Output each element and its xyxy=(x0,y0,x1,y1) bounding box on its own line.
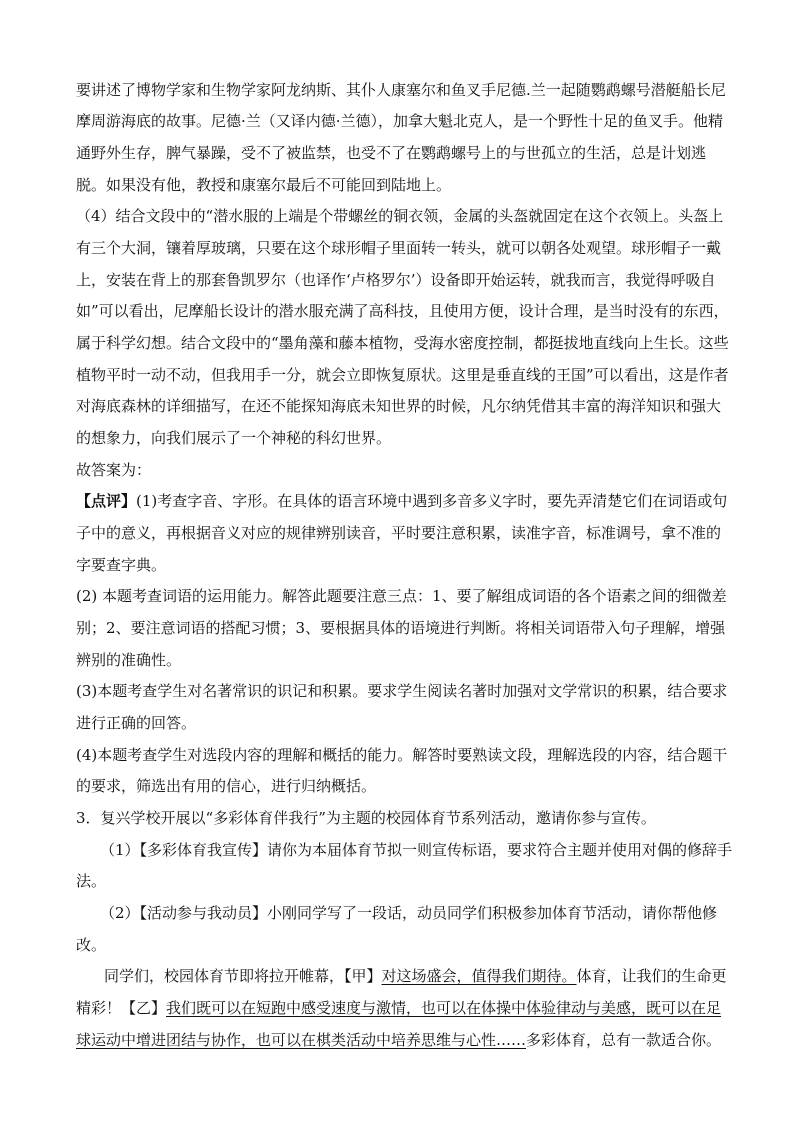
text-line: （4）结合文段中的“潜水服的上端是个带螺丝的铜衣领，金属的头盔就固定在这个衣领上。头盔上 xyxy=(76,207,724,225)
comment-line xyxy=(76,491,727,511)
text-segment: 体育，让我们的生命更 xyxy=(576,967,727,985)
text-line: 别；2、要注意词语的搭配习惯；3、要根据具体的语境进行判断。将相关词语带入句子理解，增强 xyxy=(76,619,726,637)
passage-line xyxy=(76,998,721,1018)
text-line: 有三个大洞，镶着厚玻璃，只要在这个球形帽子里面转一转头，就可以朝各处观望。球形帽子一戴 xyxy=(76,239,722,257)
text-line: 通野外生存，脾气暴躁，受不了被监禁，也受不了在鹦鹉螺号上的与世孤立的生活，总是计划逃 xyxy=(76,144,707,162)
underlined-sentence-jia: 对这场盛会，值得我们期待。 xyxy=(381,967,577,985)
text-line: 的要求，筛选出有用的信心，进行归纳概括。 xyxy=(76,777,377,795)
text-line: 如”可以看出，尼摩船长设计的潜水服充满了高科技，且使用方便，设计合理，是当时没有的东西， xyxy=(76,302,729,320)
text-line: 字要查字典。 xyxy=(76,556,167,574)
text-line: 摩周游海底的故事。尼德·兰（又译内德·兰德），加拿大魁北克人，是一个野性十足的鱼叉手。他精 xyxy=(76,112,724,130)
text-line: （1）【多彩体育我宣传】请你为本届体育节拟一则宣传标语，要求符合主题并使用对偶的修辞手 xyxy=(100,841,733,859)
text-line: (2) 本题考查词语的运用能力。解答此题要注意三点：1、要了解组成词语的各个语素之间的细微差 xyxy=(76,587,727,605)
text-line: 辨别的准确性。 xyxy=(76,651,182,669)
underlined-sentence-yi: 我们既可以在短跑中感受速度与激情，也可以在体操中体验律动与美感，既可以在足 xyxy=(166,999,722,1017)
text-line: (3)本题考查学生对名著常识的识记和积累。要求学生阅读名著时加强对文学常识的积累，结合要求 xyxy=(76,682,728,700)
text-segment: 精彩！【乙】 xyxy=(76,999,167,1017)
text-line: 要讲述了博物学家和生物学家阿龙纳斯、其仆人康塞尔和鱼叉手尼德.兰一起随鹦鹉螺号潜艇船长尼 xyxy=(76,81,726,99)
text-line: 改。 xyxy=(76,936,107,954)
passage-line xyxy=(104,966,727,986)
text-segment: (1)考查字音、字形。在具体的语言环境中遇到多音多义字时，要先弄清楚它们在词语或句 xyxy=(136,492,728,510)
text-line: （2）【活动参与我动员】小刚同学写了一段话，动员同学们积极参加体育节活动，请你帮他修 xyxy=(100,904,718,922)
text-line: 脱。如果没有他，教授和康塞尔最后不可能回到陆地上。 xyxy=(76,176,452,194)
text-line: 故答案为： xyxy=(76,461,152,479)
text-line: 属于科学幻想。结合文段中的“墨角藻和藤本植物，受海水密度控制，都挺拔地直线向上生长。这些 xyxy=(76,334,729,352)
text-line: 上，安装在背上的那套鲁凯罗尔（也译作‘卢格罗尔’）设备即开始运转，就我而言，我觉得呼吸自 xyxy=(76,271,716,289)
text-line: 进行正确的回答。 xyxy=(76,714,197,732)
text-line: 对海底森林的详细描写，在还不能探知海底未知世界的时候，凡尔纳凭借其丰富的海洋知识和强大 xyxy=(76,397,722,415)
question-heading: 3．复兴学校开展以“多彩体育伴我行”为主题的校园体育节系列活动，邀请你参与宣传。 xyxy=(76,809,656,827)
text-line: 子中的意义，再根据音义对应的规律辨别读音，平时要注意积累，读准字音，标准调号，拿不准的 xyxy=(76,524,722,542)
text-line: 植物平时一动不动，但我用手一分，就会立即恢复原状。这里是垂直线的王国”可以看出，这是作者 xyxy=(76,366,729,384)
text-line: (4)本题考查学生对选段内容的理解和概括的能力。解答时要熟读文段，理解选段的内容，结合题干 xyxy=(76,746,728,764)
comment-label: 【点评】 xyxy=(76,492,137,510)
text-segment: 多彩体育，总有一款适合你。 xyxy=(526,1031,722,1049)
text-segment: 同学们，校园体育节即将拉开帷幕，【甲】 xyxy=(104,967,382,985)
underlined-sentence-yi-cont: 球运动中增进团结与协作，也可以在棋类活动中培养思维与心性…… xyxy=(76,1031,527,1049)
passage-line xyxy=(76,1030,721,1050)
text-line: 的想象力，向我们展示了一个神秘的科幻世界。 xyxy=(76,429,392,447)
text-line: 法。 xyxy=(76,872,107,890)
